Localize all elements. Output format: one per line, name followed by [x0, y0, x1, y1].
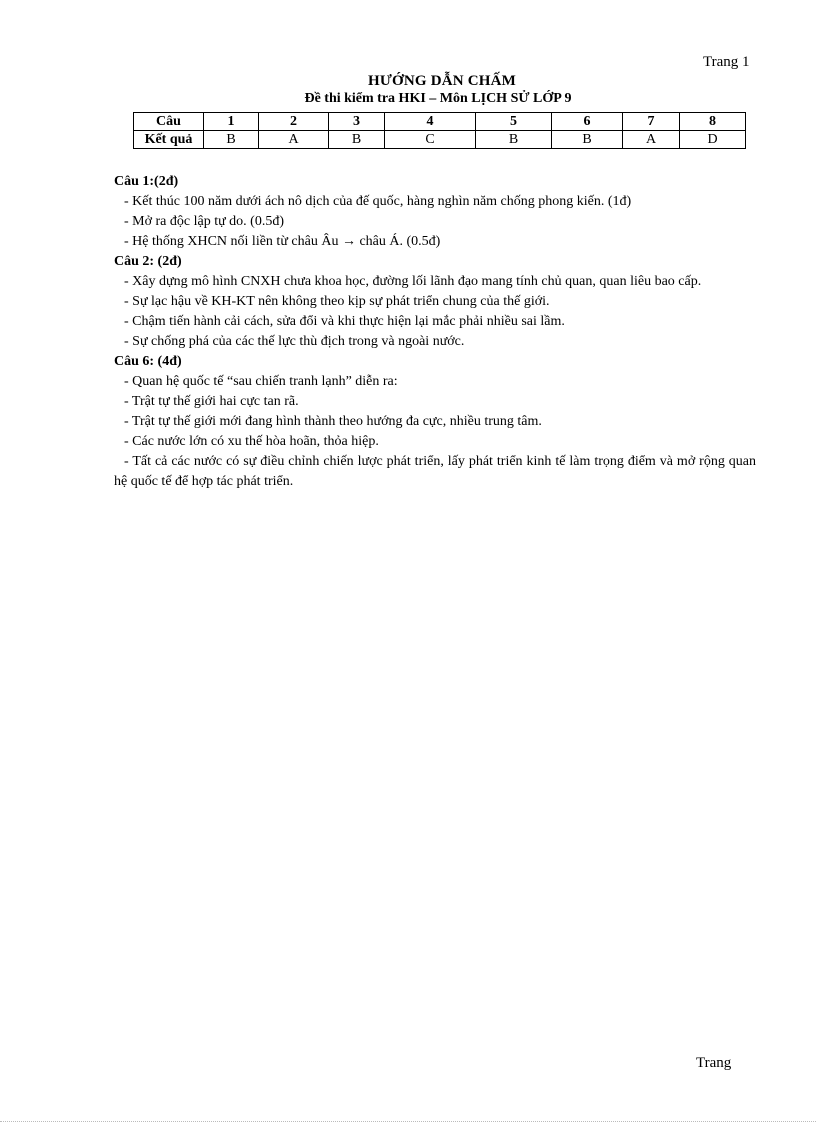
answer-cell: B [204, 131, 259, 149]
document-subtitle: Đề thi kiểm tra HKI – Môn LỊCH SỬ LỚP 9 [304, 91, 572, 106]
document-title: HƯỚNG DẪN CHẤM [367, 73, 517, 89]
section-heading: Câu 1:(2đ) [114, 174, 179, 189]
section-heading: Câu 6: (4đ) [114, 354, 182, 369]
answer-line: - Quan hệ quốc tế “sau chiến tranh lạnh” diễn ra: [124, 374, 398, 389]
section-heading: Câu 2: (2đ) [114, 254, 182, 269]
table-row-label: Câu [134, 113, 204, 131]
answer-line: - Kết thúc 100 năm dưới ách nô dịch của đế quốc, hàng nghìn năm chống phong kiến. (1đ) [124, 194, 632, 209]
question-number: 3 [329, 113, 385, 131]
table-row [134, 113, 746, 131]
answer-line: - Sự chống phá của các thế lực thù địch trong và ngoài nước. [124, 334, 465, 349]
answer-line: - Trật tự thế giới hai cực tan rã. [124, 394, 299, 409]
answer-cell: C [385, 131, 476, 149]
answer-table [133, 112, 746, 149]
page-number-bottom: Trang [696, 1055, 732, 1071]
answer-cell: B [552, 131, 623, 149]
answer-line: - Hệ thống XHCN nối liền từ châu Âu → châu Á. (0.5đ) [124, 234, 441, 249]
question-number: 1 [204, 113, 259, 131]
page-edge-divider [0, 1121, 816, 1122]
answer-line: - Chậm tiến hành cải cách, sửa đổi và khi thực hiện lại mắc phải nhiều sai lầm. [124, 314, 565, 329]
section-cau-2 [114, 252, 756, 352]
answer-cell: A [259, 131, 329, 149]
answer-content [114, 172, 756, 492]
answer-line: - Các nước lớn có xu thế hòa hoãn, thỏa hiệp. [124, 434, 379, 449]
answer-cell: B [476, 131, 552, 149]
table-row [134, 131, 746, 149]
answer-line: - Mở ra độc lập tự do. (0.5đ) [124, 214, 285, 229]
section-cau-6 [114, 352, 756, 492]
answer-line: - Sự lạc hậu về KH-KT nên không theo kịp sự phát triển chung của thế giới. [124, 294, 550, 309]
question-number: 6 [552, 113, 623, 131]
question-number: 2 [259, 113, 329, 131]
answer-cell: D [680, 131, 746, 149]
question-number: 8 [680, 113, 746, 131]
answer-cell: A [623, 131, 680, 149]
question-number: 5 [476, 113, 552, 131]
answer-line: - Trật tự thế giới mới đang hình thành theo hướng đa cực, nhiều trung tâm. [124, 414, 542, 429]
answer-cell: B [329, 131, 385, 149]
table-row-label: Kết quả [134, 131, 204, 149]
question-number: 7 [623, 113, 680, 131]
answer-line: - Xây dựng mô hình CNXH chưa khoa học, đường lối lãnh đạo mang tính chủ quan, quan liêu bao cấp. [124, 274, 702, 289]
section-cau-1 [114, 172, 756, 252]
answer-line: - Tất cả các nước có sự điều chỉnh chiến lược phát triển, lấy phát triển kinh tế làm trọng điểm và mở rộng quan hệ quốc tế để hợp tác phát triển. [114, 454, 756, 489]
question-number: 4 [385, 113, 476, 131]
page-number-top: Trang 1 [703, 54, 750, 70]
